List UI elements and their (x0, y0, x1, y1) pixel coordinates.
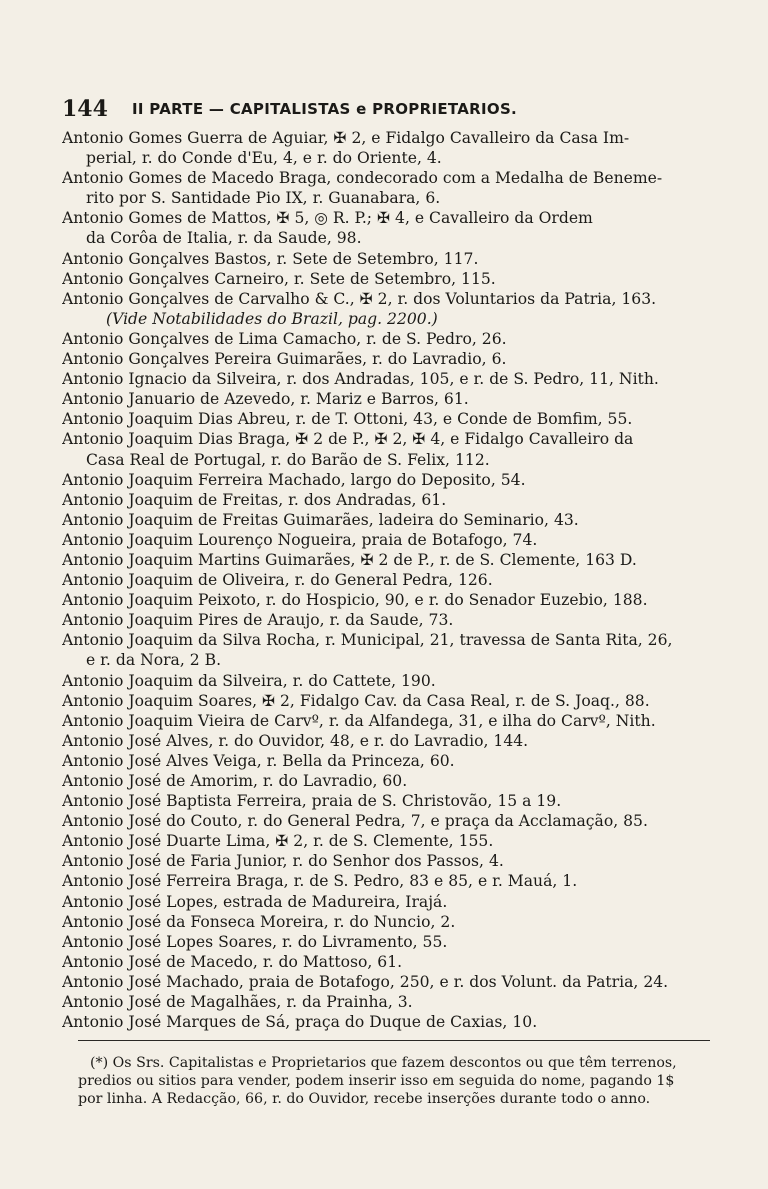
entry-text: Antonio José de Faria Junior, r. do Senhor dos Passos, 4. (62, 852, 504, 871)
entry-text: Antonio José do Couto, r. do General Pedra, 7, e praça da Acclamação, 85. (62, 812, 648, 831)
entry-text: Antonio José da Fonseca Moreira, r. do Nuncio, 2. (62, 912, 456, 931)
directory-entry (62, 409, 722, 429)
page-header (62, 96, 722, 122)
entry-text: Antonio Ignacio da Silveira, r. dos Andradas, 105, e r. de S. Pedro, 11, Nith. (62, 370, 659, 389)
entry-text: Antonio José Alves, r. do Ouvidor, 48, e r. do Lavradio, 144. (62, 731, 529, 750)
entry-text: Antonio José Ferreira Braga, r. de S. Pedro, 83 e 85, e r. Mauá, 1. (62, 872, 578, 891)
entry-text: Antonio Joaquim da Silva Rocha, r. Municipal, 21, travessa de Santa Rita, 26, (62, 631, 673, 650)
directory-entry (62, 389, 722, 409)
entry-text: Antonio Joaquim Pires de Araujo, r. da Saude, 73. (62, 611, 454, 630)
entry-text: Antonio Joaquim da Silveira, r. do Cattete, 190. (62, 671, 436, 690)
directory-entry (62, 249, 722, 269)
footnote-line: (*) Os Srs. Capitalistas e Proprietarios que fazem descontos ou que têm terrenos, (90, 1055, 677, 1071)
footnote-divider (78, 1040, 710, 1041)
entry-text: Antonio Januario de Azevedo, r. Mariz e Barros, 61. (62, 390, 469, 409)
entry-text: Antonio Joaquim de Oliveira, r. do General Pedra, 126. (62, 571, 493, 590)
directory-entry (62, 952, 722, 972)
directory-entry (62, 972, 722, 992)
entry-continuation: e r. da Nora, 2 B. (86, 651, 222, 670)
entry-text: Antonio Joaquim Ferreira Machado, largo do Deposito, 54. (62, 470, 526, 489)
entry-text: Antonio Gonçalves de Carvalho & C., ✠ 2, r. dos Voluntarios da Patria, 163. (62, 289, 657, 308)
entry-text: Antonio Joaquim Lourenço Nogueira, praia de Botafogo, 74. (62, 530, 538, 549)
entry-text: Antonio Gomes de Mattos, ✠ 5, ◎ R. P.; ✠ 4, e Cavalleiro da Ordem (62, 209, 593, 228)
entry-text: Antonio Gomes Guerra de Aguiar, ✠ 2, e Fidalgo Cavalleiro da Casa Im- (62, 129, 630, 147)
entry-continuation: da Corôa de Italia, r. da Saude, 98. (86, 229, 362, 248)
directory-entry (62, 751, 722, 771)
directory-entry (62, 711, 722, 731)
directory-entry (62, 168, 722, 208)
directory-entry (62, 992, 722, 1012)
entry-text: Antonio Joaquim Dias Braga, ✠ 2 de P., ✠ 2, ✠ 4, e Fidalgo Cavalleiro da (62, 430, 634, 449)
entry-text: Antonio Joaquim Vieira de Carvº, r. da Alfandega, 31, e ilha do Carvº, Nith. (62, 711, 656, 730)
directory-entry (62, 208, 722, 248)
directory-entries (62, 128, 722, 1032)
entry-text: Antonio Joaquim Soares, ✠ 2, Fidalgo Cav. da Casa Real, r. de S. Joaq., 88. (62, 691, 650, 710)
directory-entry (62, 470, 722, 490)
directory-entry (62, 731, 722, 751)
directory-entry (62, 269, 722, 289)
running-head: II PARTE — CAPITALISTAS e PROPRIETARIOS. (132, 100, 518, 118)
entry-text: Antonio Gonçalves Bastos, r. Sete de Setembro, 117. (62, 249, 479, 268)
entry-text: Antonio José Lopes Soares, r. do Livramento, 55. (62, 932, 448, 951)
directory-entry (62, 349, 722, 369)
footnote-line: por linha. A Redacção, 66, r. do Ouvidor, recebe inserções durante todo o anno. (78, 1091, 651, 1107)
entry-text: Antonio José Alves Veiga, r. Bella da Princeza, 60. (62, 751, 455, 770)
directory-entry (62, 811, 722, 831)
entry-text: Antonio Joaquim Dias Abreu, r. de T. Ottoni, 43, e Conde de Bomfim, 55. (62, 410, 633, 429)
directory-entry (62, 871, 722, 891)
directory-entry (62, 490, 722, 510)
directory-entry (62, 590, 722, 610)
entry-text: Antonio José de Magalhães, r. da Prainha, 3. (62, 993, 413, 1012)
entry-text: Antonio Gomes de Macedo Braga, condecorado com a Medalha de Beneme- (62, 169, 663, 188)
footnote (78, 1054, 710, 1108)
directory-entry (62, 329, 722, 349)
entry-continuation: rito por S. Santidade Pio IX, r. Guanabara, 6. (86, 189, 441, 208)
directory-entry (62, 831, 722, 851)
directory-entry (62, 851, 722, 871)
entry-text: Antonio José Machado, praia de Botafogo, 250, e r. dos Volunt. da Patria, 24. (62, 972, 669, 991)
entry-text: Antonio Joaquim Martins Guimarães, ✠ 2 de P., r. de S. Clemente, 163 D. (62, 550, 637, 569)
directory-entry (62, 550, 722, 570)
entry-text: Antonio Gonçalves de Lima Camacho, r. de S. Pedro, 26. (62, 329, 507, 348)
entry-text: Antonio Joaquim de Freitas Guimarães, ladeira do Seminario, 43. (62, 510, 579, 529)
directory-entry (62, 510, 722, 530)
directory-entry (62, 932, 722, 952)
directory-entry (62, 691, 722, 711)
entry-text: Antonio Gonçalves Carneiro, r. Sete de Setembro, 115. (62, 269, 496, 288)
directory-entry (62, 771, 722, 791)
directory-entry (62, 671, 722, 691)
entry-text: Antonio José Duarte Lima, ✠ 2, r. de S. Clemente, 155. (62, 832, 494, 851)
entry-text: Antonio Gonçalves Pereira Guimarães, r. do Lavradio, 6. (62, 350, 507, 369)
directory-entry (62, 892, 722, 912)
entry-text: Antonio José Marques de Sá, praça do Duque de Caxias, 10. (62, 1013, 538, 1032)
directory-entry (62, 912, 722, 932)
directory-entry (62, 369, 722, 389)
directory-entry (62, 791, 722, 811)
entry-text: Antonio José Lopes, estrada de Madureira, Irajá. (62, 892, 448, 911)
directory-entry (62, 610, 722, 630)
entry-text: Antonio Joaquim Peixoto, r. do Hospicio, 90, e r. do Senador Euzebio, 188. (62, 591, 648, 610)
entry-note (62, 309, 722, 329)
directory-entry (62, 1012, 722, 1032)
directory-entry (62, 530, 722, 550)
entry-text: Antonio José de Amorim, r. do Lavradio, 60. (62, 772, 408, 790)
entry-text: Antonio Joaquim de Freitas, r. dos Andradas, 61. (62, 490, 447, 509)
entry-continuation: perial, r. do Conde d'Eu, 4, e r. do Oriente, 4. (86, 149, 442, 168)
directory-entry (62, 429, 722, 469)
directory-entry (62, 570, 722, 590)
entry-continuation: Casa Real de Portugal, r. do Barão de S. Felix, 112. (86, 450, 490, 469)
directory-entry (62, 128, 722, 168)
directory-entry (62, 630, 722, 670)
entry-text: Antonio José Baptista Ferreira, praia de S. Christovão, 15 a 19. (62, 792, 562, 811)
entry-text: (Vide Notabilidades do Brazil, pag. 2200.) (106, 309, 438, 328)
footnote-line: predios ou sitios para vender, podem inserir isso em seguida do nome, pagando 1$ (78, 1073, 675, 1089)
page-number: 144 (62, 96, 108, 122)
directory-entry (62, 289, 722, 309)
entry-text: Antonio José de Macedo, r. do Mattoso, 61. (62, 952, 403, 971)
